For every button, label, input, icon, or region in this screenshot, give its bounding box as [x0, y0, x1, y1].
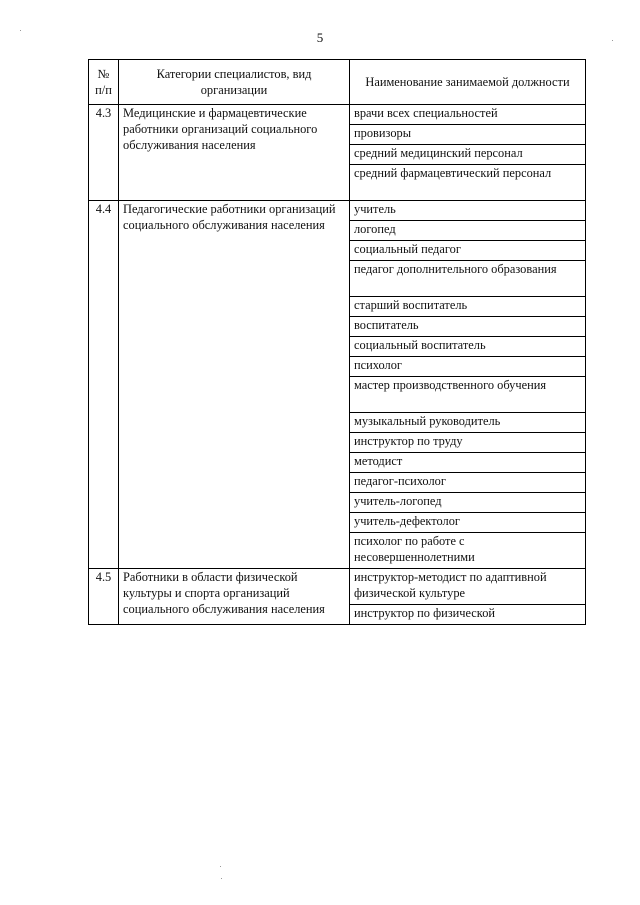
row-number: 4.5	[89, 569, 119, 625]
scan-speck	[221, 878, 222, 879]
table-row	[89, 201, 586, 221]
position-cell: учитель-дефектолог	[350, 513, 586, 533]
table-header-row	[89, 60, 586, 105]
position-cell: учитель-логопед	[350, 493, 586, 513]
position-cell: средний медицинский персонал	[350, 145, 586, 165]
position-cell: мастер производственного обучения	[350, 377, 586, 413]
category-cell: Педагогические работники организаций социального обслуживания населения	[119, 201, 350, 569]
scan-speck	[612, 40, 613, 41]
row-number: 4.4	[89, 201, 119, 569]
category-cell: Медицинские и фармацевтические работники организаций социального обслуживания населения	[119, 105, 350, 201]
page-number: 5	[316, 30, 324, 45]
position-cell: логопед	[350, 221, 586, 241]
position-cell: врачи всех специальностей	[350, 105, 586, 125]
position-cell: социальный педагог	[350, 241, 586, 261]
position-cell: психолог по работе с несовершеннолетними	[350, 533, 586, 569]
position-cell: психолог	[350, 357, 586, 377]
position-cell: инструктор по физической	[350, 605, 586, 625]
position-cell: провизоры	[350, 125, 586, 145]
position-cell: педагог-психолог	[350, 473, 586, 493]
position-cell: социальный воспитатель	[350, 337, 586, 357]
row-number: 4.3	[89, 105, 119, 201]
scan-speck	[20, 30, 21, 31]
table-row	[89, 105, 586, 125]
position-cell: методист	[350, 453, 586, 473]
position-cell: воспитатель	[350, 317, 586, 337]
position-cell: музыкальный руководитель	[350, 413, 586, 433]
category-cell: Работники в области физической культуры и спорта организаций социального обслуживания населения	[119, 569, 350, 625]
position-cell: старший воспитатель	[350, 297, 586, 317]
position-cell: инструктор по труду	[350, 433, 586, 453]
position-cell: учитель	[350, 201, 586, 221]
table-row	[89, 569, 586, 605]
header-position: Наименование занимаемой должности	[350, 60, 586, 105]
position-cell: педагог дополнительного образования	[350, 261, 586, 297]
header-num: № п/п	[89, 60, 119, 105]
positions-table	[88, 59, 586, 625]
position-cell: средний фармацевтический персонал	[350, 165, 586, 201]
scan-speck	[220, 866, 221, 867]
header-category: Категории специалистов, вид организации	[119, 60, 350, 105]
position-cell: инструктор-методист по адаптивной физической культуре	[350, 569, 586, 605]
